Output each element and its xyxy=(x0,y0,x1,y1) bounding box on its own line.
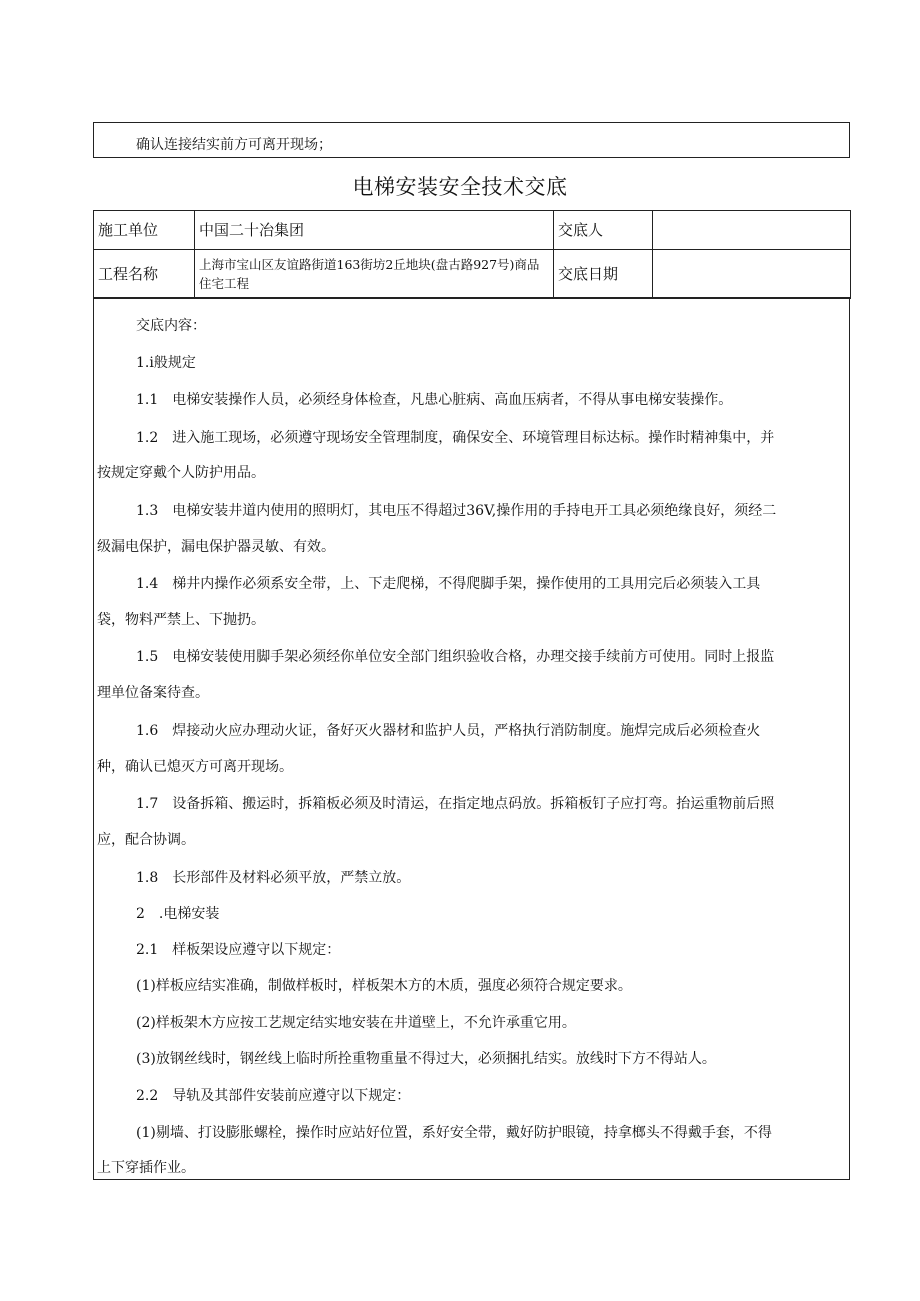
clause-1-8: 1.8 长形部件及材料必须平放，严禁立放。 xyxy=(136,870,411,886)
unit-value: 中国二十冶集团 xyxy=(195,211,554,250)
clause-1-6-line-1: 1.6 焊接动火应办理动火证，备好灭火器材和监护人员，严格执行消防制度。施焊完成后必须检查火 xyxy=(136,723,761,739)
clause-2-2: 2.2 导轨及其部件安装前应遵守以下规定： xyxy=(136,1088,411,1104)
clause-1-2-line-1: 1.2 进入施工现场，必须遵守现场安全管理制度，确保安全、环境管理目标达标。操作时精神集中，并 xyxy=(136,430,775,446)
clause-2-1-item-2: (2)样板架木方应按工艺规定结实地安装在井道壁上，不允许承重它用。 xyxy=(136,1015,576,1031)
clause-1-3-line-1: 1.3 电梯安装井道内使用的照明灯，其电压不得超过36V,操作用的手持电开工具必须绝缘良好，须经二 xyxy=(136,503,777,519)
content-box xyxy=(93,297,850,1180)
document-title: 电梯安装安全技术交底 xyxy=(352,175,568,199)
unit-label: 施工单位 xyxy=(94,211,195,250)
clause-2-2-item-1-line-2: 上下穿插作业。 xyxy=(97,1160,195,1176)
clause-1-6-line-2: 种，确认已熄灭方可离开现场。 xyxy=(97,759,293,775)
clause-1-5-line-2: 理单位备案待查。 xyxy=(97,685,209,701)
header-row-unit xyxy=(94,211,851,250)
section-2-heading: 2 .电梯安装 xyxy=(136,906,220,922)
clause-1-7-line-1: 1.7 设备拆箱、搬运时，拆箱板必须及时清运，在指定地点码放。拆箱板钉子应打弯。抬运重物前后照 xyxy=(136,796,775,812)
project-label: 工程名称 xyxy=(94,250,195,299)
header-table xyxy=(93,210,851,299)
date-label: 交底日期 xyxy=(554,250,653,299)
clause-1-4-line-2: 袋，物料严禁上、下抛扔。 xyxy=(97,612,265,628)
section-1-heading: 1.i般规定 xyxy=(136,355,196,371)
clause-1-2-line-2: 按规定穿戴个人防护用品。 xyxy=(97,465,265,481)
clause-2-1: 2.1 样板架设应遵守以下规定： xyxy=(136,942,341,958)
project-value: 上海市宝山区友谊路街道163街坊2丘地块(盘古路927号)商品住宅工程 xyxy=(195,250,554,299)
clause-2-1-item-1: (1)样板应结实准确，制做样板时，样板架木方的木质，强度必须符合规定要求。 xyxy=(136,978,632,994)
date-value xyxy=(653,250,851,299)
top-note-box xyxy=(93,122,850,158)
clause-1-1: 1.1 电梯安装操作人员，必须经身体检查，凡患心脏病、高血压病者，不得从事电梯安装操作。 xyxy=(136,392,733,408)
clause-2-2-item-1-line-1: (1)剔墙、打设膨胀螺栓，操作时应站好位置，系好安全带，戴好防护眼镜，持拿榔头不得戴手套，不得 xyxy=(136,1125,772,1141)
clause-1-7-line-2: 应，配合协调。 xyxy=(97,832,195,848)
clause-1-3-line-2: 级漏电保护，漏电保护器灵敏、有效。 xyxy=(97,539,335,555)
content-heading: 交底内容： xyxy=(136,318,206,334)
briefer-label: 交底人 xyxy=(554,211,653,250)
briefer-value xyxy=(653,211,851,250)
clause-1-5-line-1: 1.5 电梯安装使用脚手架必须经你单位安全部门组织验收合格，办理交接手续前方可使用。同时上报监 xyxy=(136,649,775,665)
header-row-project xyxy=(94,250,851,299)
clause-1-4-line-1: 1.4 梯井内操作必须系安全带，上、下走爬梯，不得爬脚手架，操作使用的工具用完后必须装入工具 xyxy=(136,576,761,592)
top-note-text: 确认连接结实前方可离开现场； xyxy=(136,137,332,153)
clause-2-1-item-3: (3)放钢丝线时，钢丝线上临时所拴重物重量不得过大，必须捆扎结实。放线时下方不得站人。 xyxy=(136,1051,716,1067)
